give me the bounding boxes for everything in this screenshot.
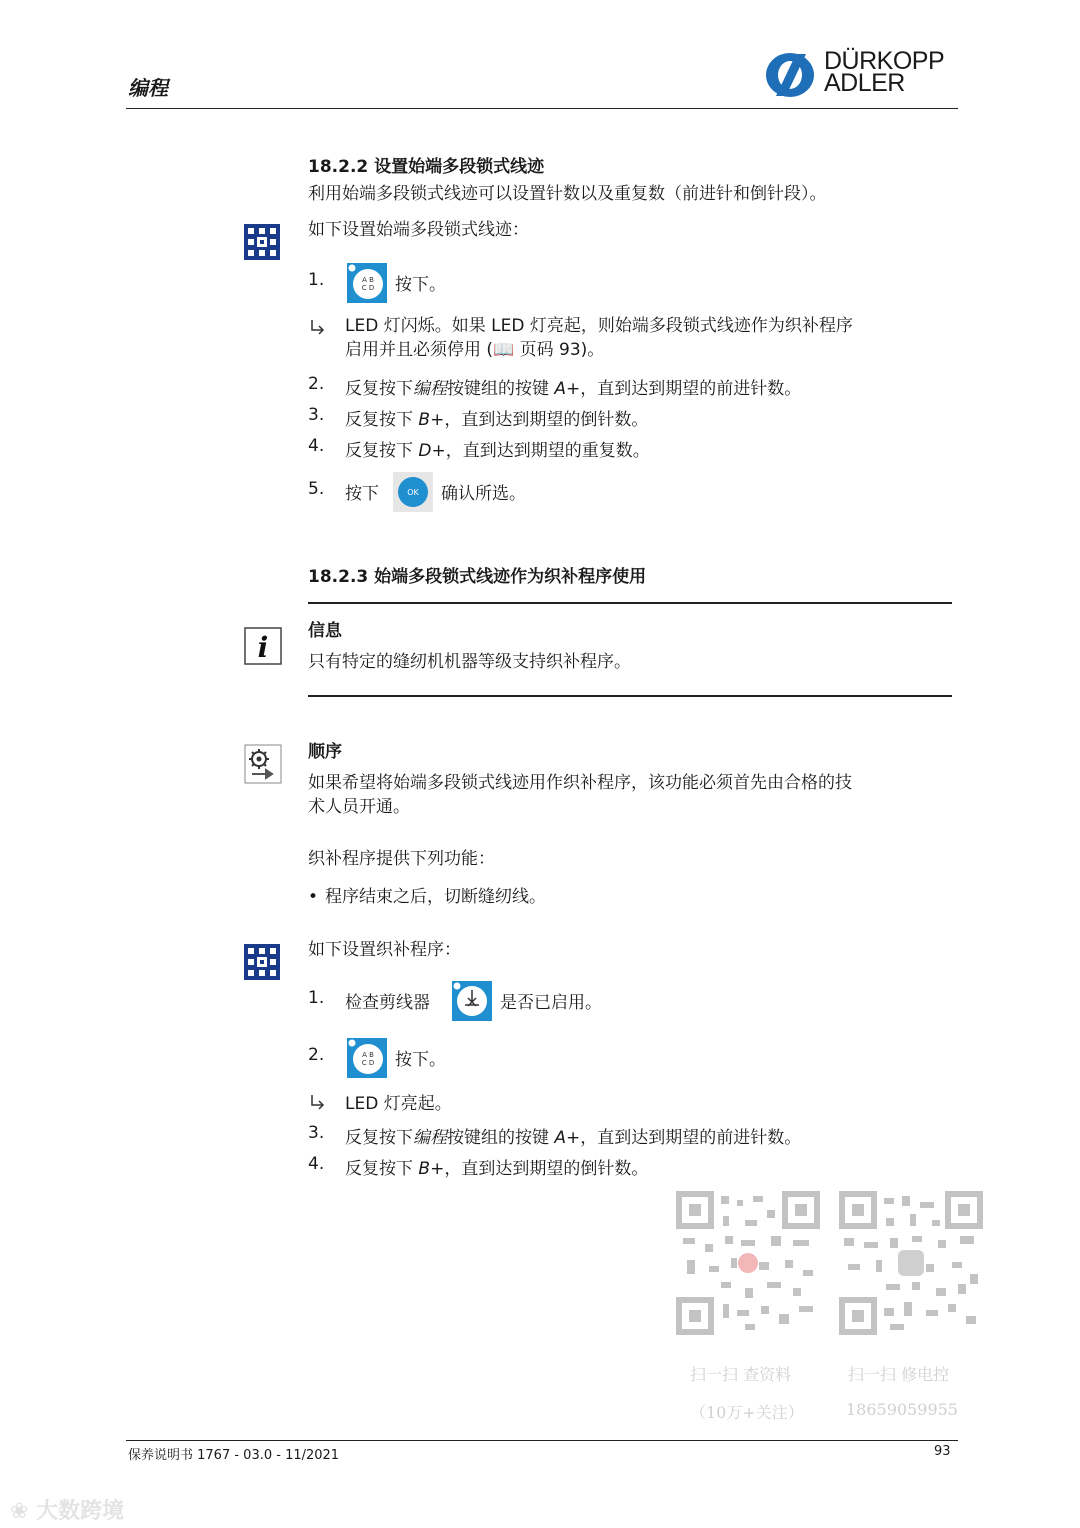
info-text: 只有特定的缝纫机机器等级支持织补程序。 (308, 652, 631, 672)
brand-watermark: ❀ 大数跨境 (10, 1499, 125, 1524)
info-rule-top (308, 602, 952, 604)
intro-text: 利用始端多段锁式线迹可以设置针数以及重复数（前进针和倒针段）。 (308, 184, 827, 204)
step-text: 反复按下 B+，直到达到期望的倒针数。 (345, 1159, 649, 1179)
info-rule-bottom (308, 695, 952, 697)
step-text: 按下。 (395, 275, 446, 295)
control-panel-icon (244, 944, 280, 980)
step-text: 按下 (345, 484, 379, 504)
section-heading: 18.2.3 始端多段锁式线迹作为织补程序使用 (308, 567, 647, 587)
multi-tack-icon (347, 263, 387, 303)
ok-button[interactable] (393, 472, 433, 512)
ok-icon (393, 472, 433, 512)
procedure-gear-icon (244, 744, 282, 784)
svg-text:C D: C D (361, 1059, 375, 1067)
feature-item: 程序结束之后，切断缝纫线。 (325, 887, 546, 907)
qr-caption: 扫一扫 修电控 (848, 1365, 950, 1384)
logo-mark-icon (762, 50, 822, 100)
step-text: 反复按下 B+，直到达到期望的倒针数。 (345, 410, 649, 430)
bullet: • (308, 887, 319, 907)
step-number: 4. (308, 1154, 325, 1174)
section-heading: 18.2.2 设置始端多段锁式线迹 (308, 157, 545, 177)
step-number: 1. (308, 988, 325, 1008)
footer-doc-info: 保养说明书 1767 - 03.0 - 11/2021 (128, 1448, 340, 1463)
result-arrow-icon (309, 318, 327, 336)
control-panel-icon (244, 224, 280, 260)
order-text: 如果希望将始端多段锁式线迹用作织补程序，该功能必须首先由合格的技 术人员开通。 (308, 773, 852, 817)
multi-tack-icon (347, 1038, 387, 1078)
multi-tack-button[interactable] (347, 1038, 387, 1078)
step-number: 3. (308, 405, 325, 425)
section-title: 编程 (128, 76, 168, 100)
step-number: 3. (308, 1123, 325, 1143)
qr-caption: 扫一扫 查资料 (690, 1365, 792, 1384)
qr-caption: 18659059955 (846, 1400, 958, 1419)
durkopp-adler-logo (762, 47, 958, 100)
logo-text-line2: ADLER (824, 69, 905, 97)
info-title: 信息 (308, 621, 342, 641)
result-text: LED 灯亮起。 (345, 1094, 452, 1114)
svg-text:C D: C D (361, 284, 375, 292)
step-number: 5. (308, 479, 325, 499)
footer-rule (126, 1440, 958, 1441)
logo-text-line1: DÜRKOPP (824, 47, 945, 75)
step-number: 2. (308, 1045, 325, 1065)
step-number: 1. (308, 270, 325, 290)
thread-trimmer-icon (452, 981, 492, 1021)
step-number: 4. (308, 436, 325, 456)
step-text: 反复按下编程按键组的按键 A+，直到达到期望的前进针数。 (345, 379, 802, 399)
book-icon: 📖 (493, 340, 515, 360)
qr-code-icon (838, 1190, 984, 1336)
result-text: LED 灯闪烁。如果 LED 灯亮起，则始端多段锁式线迹作为织补程序 启用并且必须停用 (📖 页码 93)。 (345, 316, 853, 360)
ok-label: OK (407, 488, 419, 497)
lead-text: 如下设置始端多段锁式线迹： (308, 220, 529, 240)
order-title: 顺序 (308, 742, 342, 762)
header-rule (126, 108, 958, 109)
thread-trimmer-button[interactable] (452, 981, 492, 1021)
step-number: 2. (308, 374, 325, 394)
brand-watermark-icon: ❀ (10, 1499, 29, 1524)
svg-text:A B: A B (362, 276, 374, 284)
info-icon (244, 627, 282, 665)
svg-text:i: i (257, 631, 269, 664)
page-number: 93 (934, 1444, 951, 1459)
step-text: 反复按下 D+，直到达到期望的重复数。 (345, 441, 650, 461)
step-text: 反复按下编程按键组的按键 A+，直到达到期望的前进针数。 (345, 1128, 802, 1148)
lead-text: 如下设置织补程序： (308, 940, 461, 960)
qr-caption: （10万+关注） (690, 1403, 804, 1422)
qr-code-icon (675, 1190, 821, 1336)
step-text: 检查剪线器 (345, 993, 430, 1013)
step-text: 按下。 (395, 1050, 446, 1070)
step-text: 确认所选。 (441, 484, 526, 504)
result-arrow-icon (309, 1093, 327, 1111)
features-lead: 织补程序提供下列功能： (308, 849, 495, 869)
svg-text:A B: A B (362, 1051, 374, 1059)
step-text: 是否已启用。 (500, 993, 602, 1013)
multi-tack-button[interactable] (347, 263, 387, 303)
